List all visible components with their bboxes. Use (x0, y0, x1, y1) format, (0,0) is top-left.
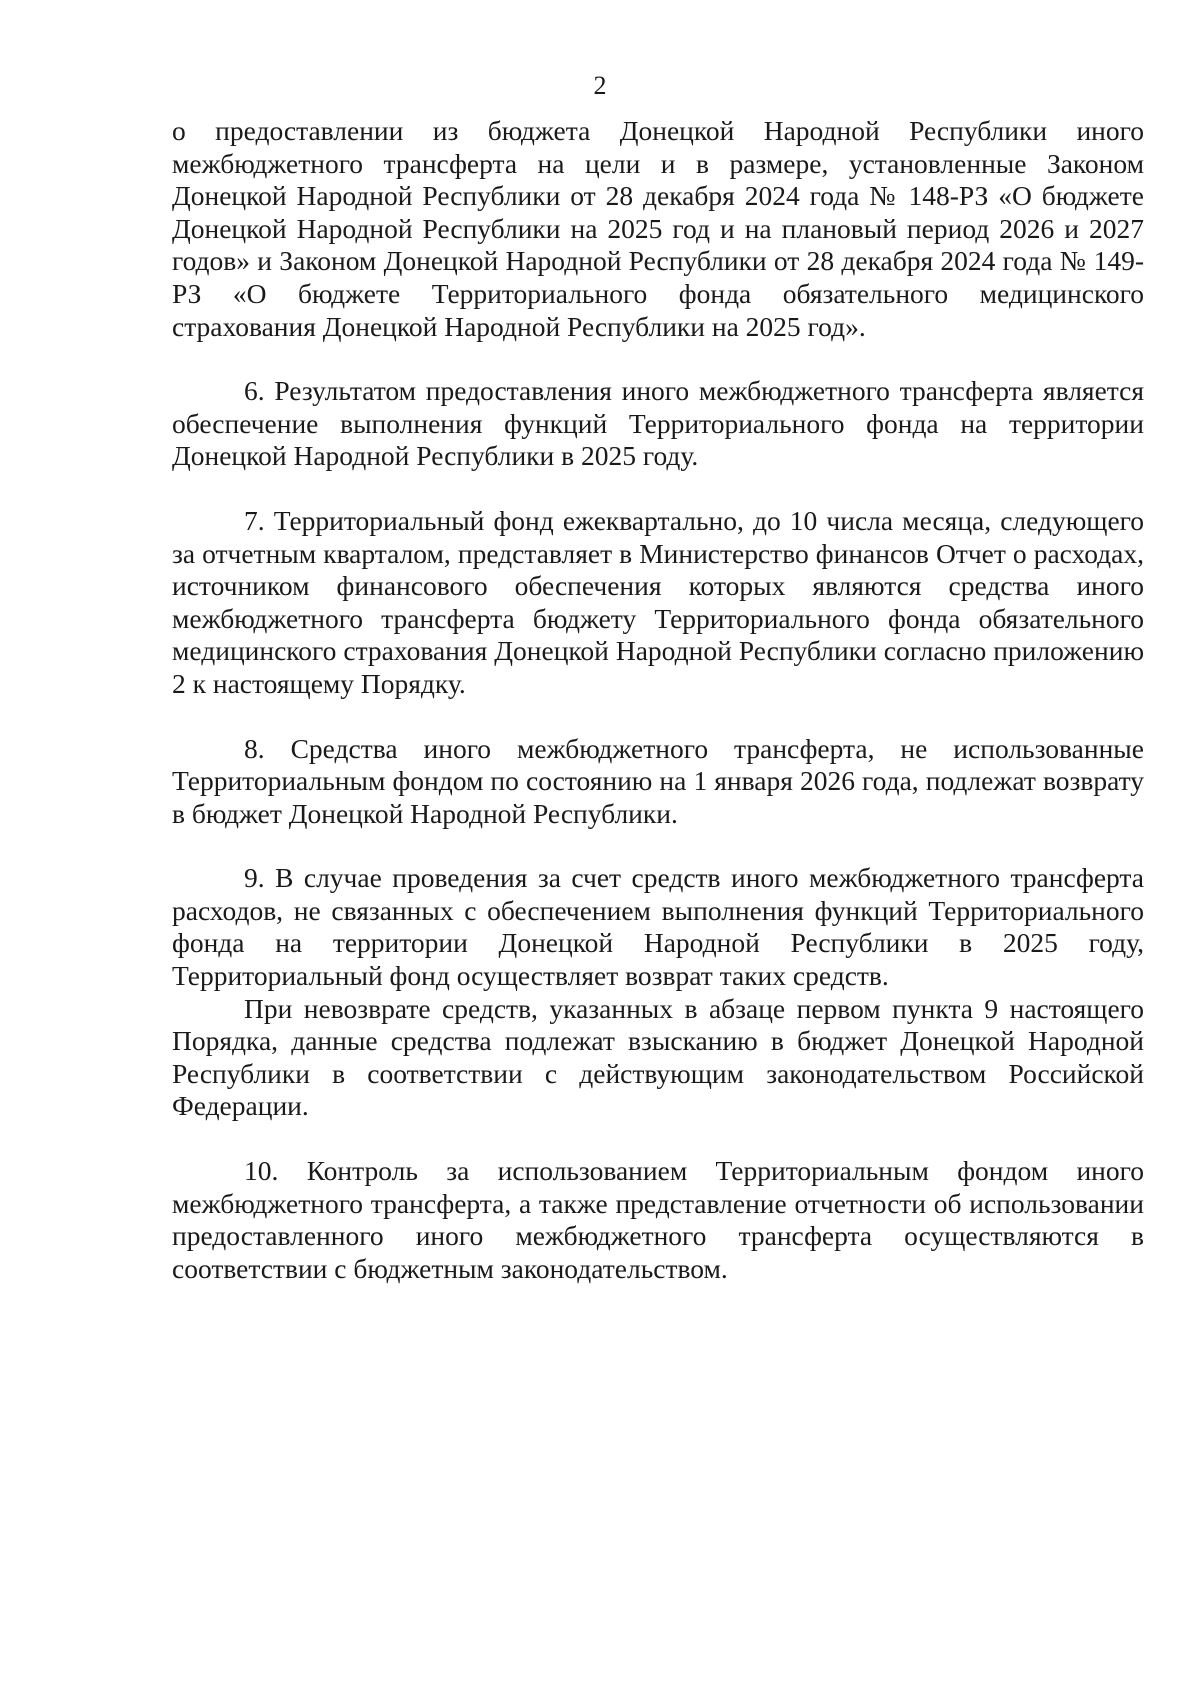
paragraph-gap (172, 1123, 1144, 1155)
paragraph-gap (172, 830, 1144, 862)
document-body (172, 115, 1144, 1285)
paragraph-item-9: 9. В случае проведения за счет средств иного межбюджетного трансферта расходов, не связанных с обеспечением выполнения функций Территориального фонда на территории Донецкой Народной Республики в 2025 году, Территориальный фонд осуществляет возврат таких средств. (172, 862, 1144, 992)
paragraph-gap (172, 343, 1144, 375)
paragraph-item-6: 6. Результатом предоставления иного межбюджетного трансферта является обеспечение выполнения функций Территориального фонда на территории Донецкой Народной Республики в 2025 году. (172, 375, 1144, 472)
paragraph-item-9-second: При невозврате средств, указанных в абзаце первом пункта 9 настоящего Порядка, данные средства подлежат взысканию в бюджет Донецкой Народной Республики в соответствии с действующим законодательством Российской Федерации. (172, 992, 1144, 1122)
paragraph-item-8: 8. Средства иного межбюджетного трансферта, не использованные Территориальным фондом по состоянию на 1 января 2026 года, подлежат возврату в бюджет Донецкой Народной Республики. (172, 732, 1144, 829)
paragraph-gap (172, 473, 1144, 505)
paragraph-gap (172, 701, 1144, 733)
paragraph-item-10: 10. Контроль за использованием Территориальным фондом иного межбюджетного трансферта, а также представление отчетности об использовании предоставленного иного межбюджетного трансферта осуществляются в соответствии с бюджетным законодательством. (172, 1155, 1144, 1284)
paragraph-item-7: 7. Территориальный фонд ежеквартально, до 10 числа месяца, следующего за отчетным кварталом, представляет в Министерство финансов Отчет о расходах, источником финансового обеспечения которых являются средства иного межбюджетного трансферта бюджету Территориального фонда обязательного медицинского страхования Донецкой Народной Республики согласно приложению 2 к настоящему Порядку. (172, 504, 1144, 699)
page-number: 2 (593, 71, 607, 100)
paragraph-continuation: о предоставлении из бюджета Донецкой Народной Республики иного межбюджетного трансферта на цели и в размере, установленные Законом Донецкой Народной Республики от 28 декабря 2024 года № 148-РЗ «О бюджете Донецкой Народной Республики на 2025 год и на плановый период 2026 и 2027 годов» и Законом Донецкой Народной Республики от 28 декабря 2024 года № 149-РЗ «О бюджете Территориального фонда обязательного медицинского страхования Донецкой Народной Республики на 2025 год». (172, 115, 1144, 342)
